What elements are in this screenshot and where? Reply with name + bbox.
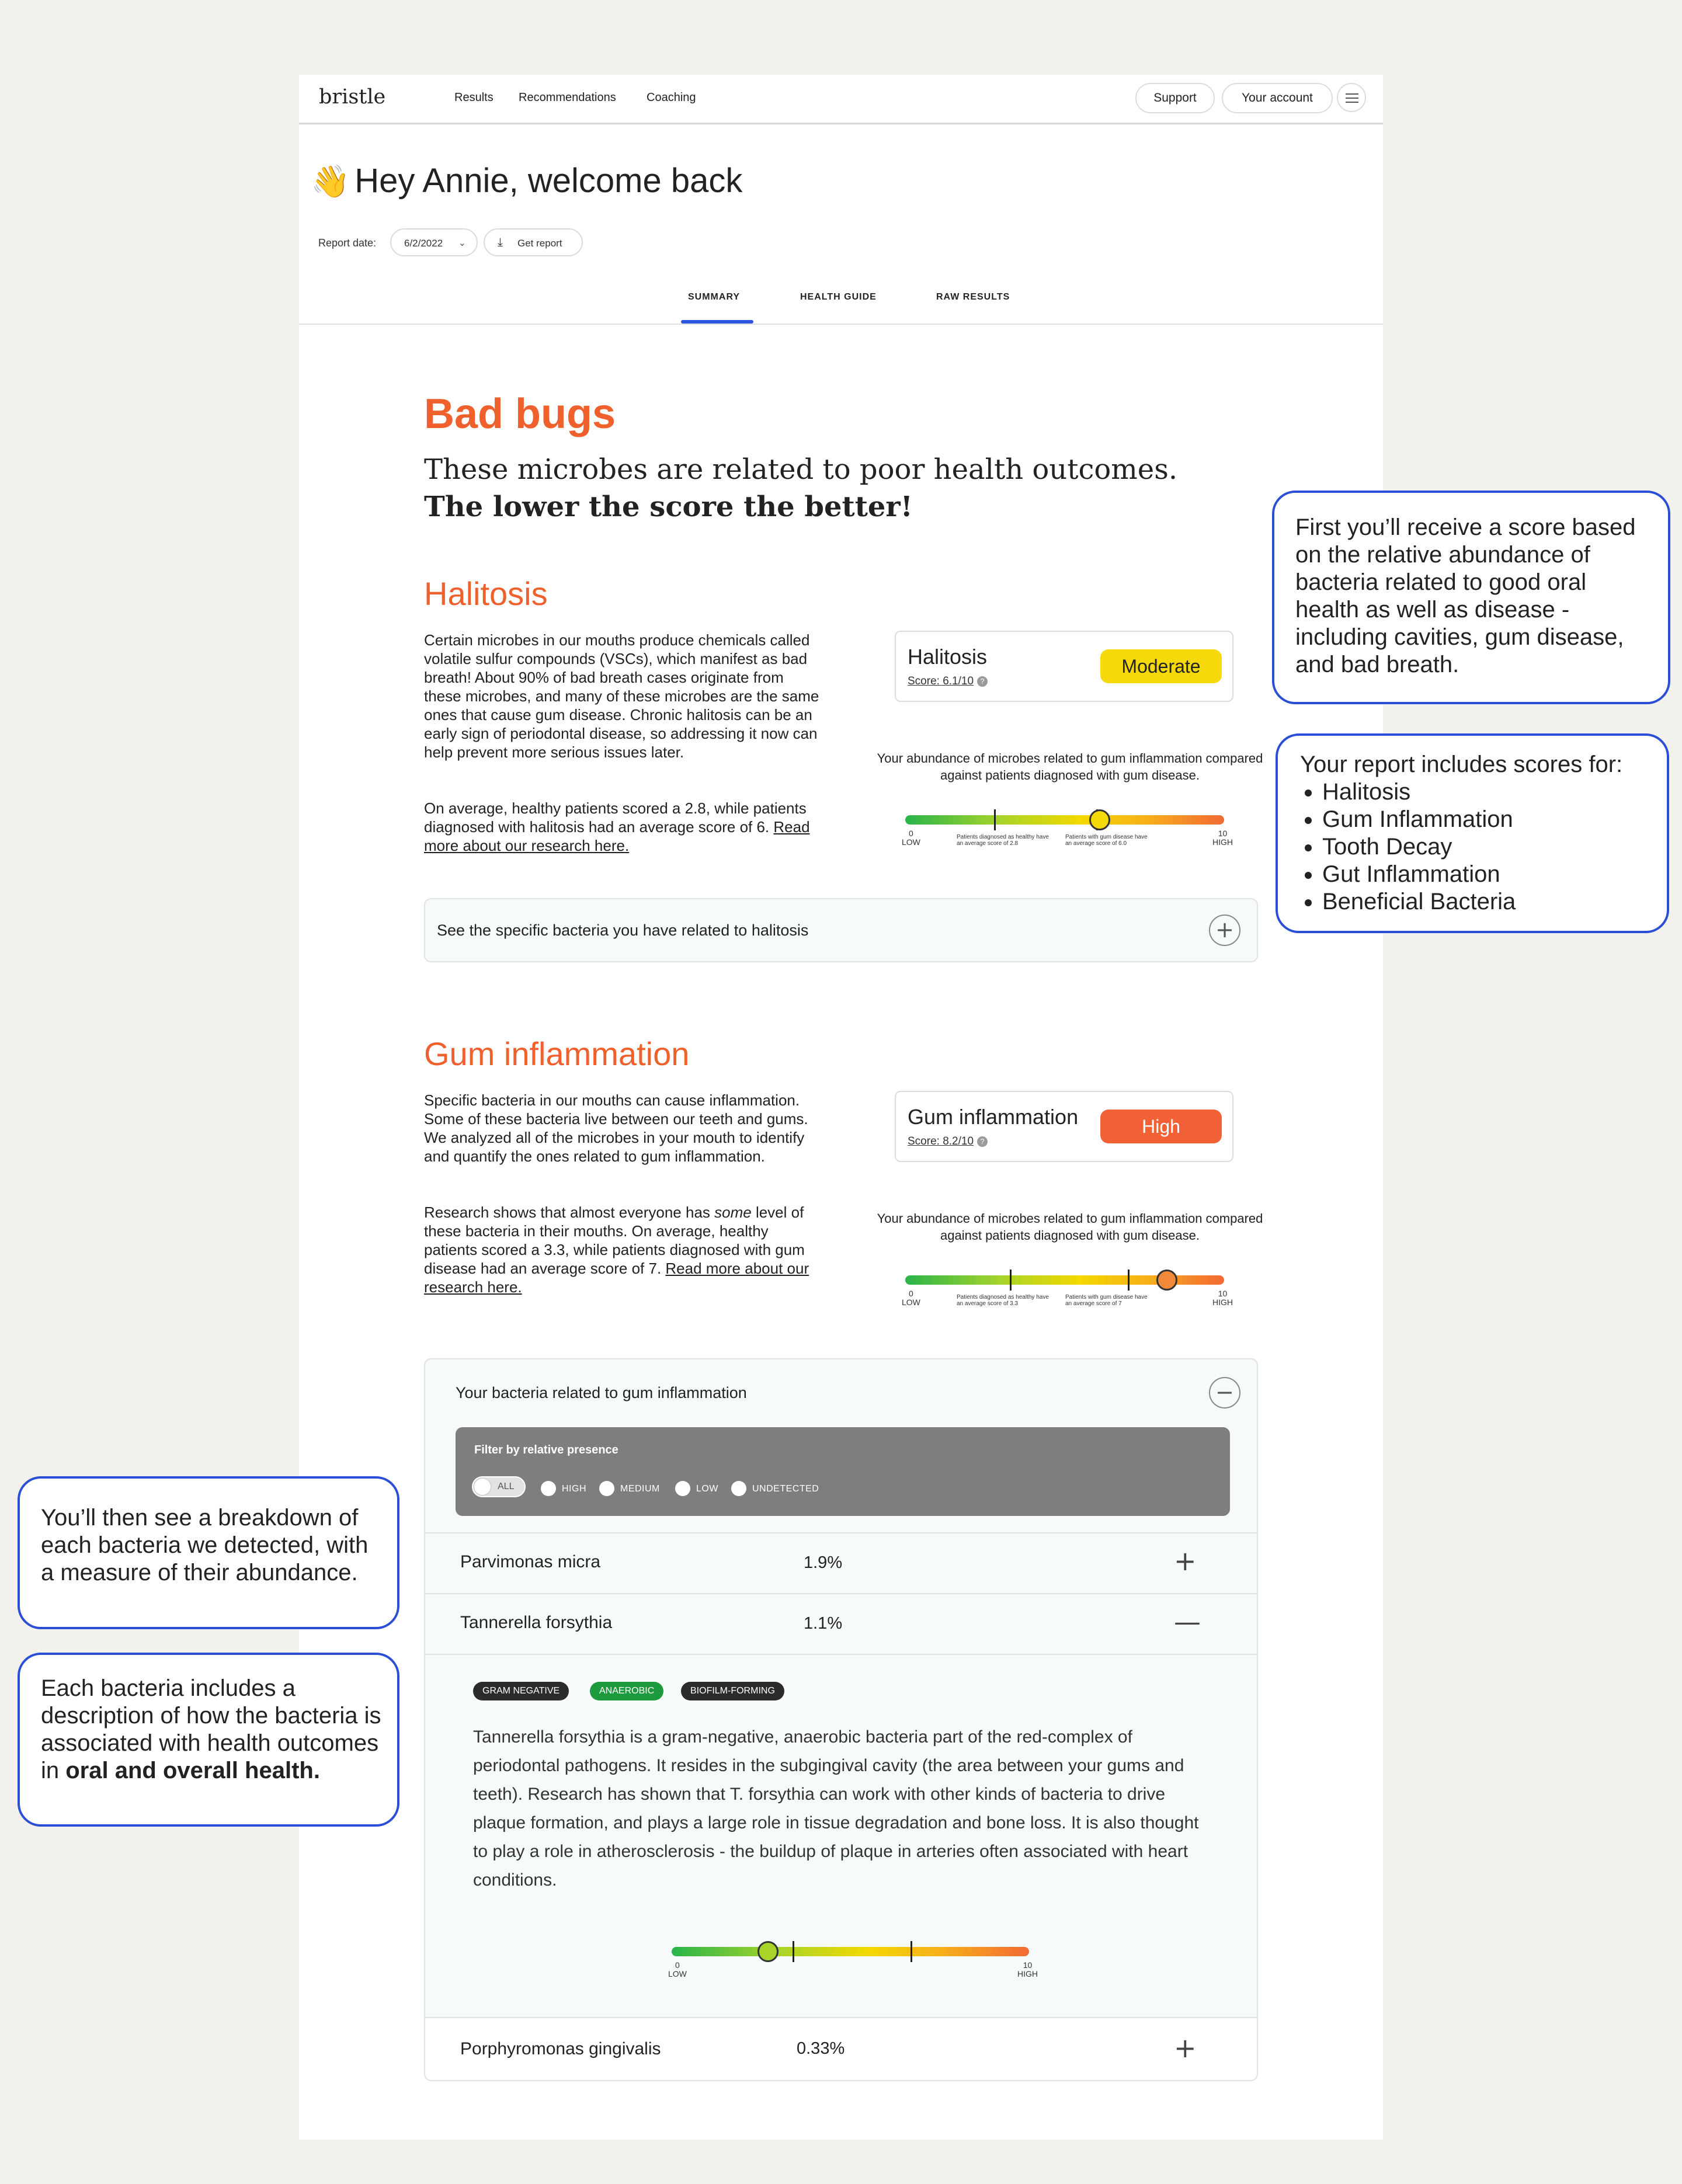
meter-disease-note: Patients with gum disease have an average score of 7 [1065,1294,1148,1307]
callout-score-explainer: First you’ll receive a score based on the relative abundance of bacteria related to good oral health as well as disease - including cavities, gum disease, and bad breath. [1272,491,1670,704]
help-icon: ? [977,676,988,687]
disease-average-marker [1128,1270,1130,1291]
filter-low-radio[interactable]: LOW [675,1481,718,1496]
meter-low-label: 0 LOW [668,1960,687,1978]
halitosis-research-note: On average, healthy patients scored a 2.8, while patients diagnosed with halitosis had an average score of 6. Read more about our research here. [424,799,810,854]
tag-gram-negative: GRAM NEGATIVE [473,1682,569,1700]
expand-plus-icon[interactable]: + [1209,914,1240,946]
filter-all-toggle[interactable]: ALL [472,1476,526,1497]
tab-summary[interactable]: SUMMARY [688,292,741,302]
logo[interactable]: bristle [319,85,386,109]
your-score-marker [1156,1270,1177,1291]
bacteria-description: Tannerella forsythia is a gram-negative, anaerobic bacteria part of the red-complex of periodontal pathogens. It resides in the subgingival cavity (the area between your gums and teeth). Research has shown that T. forsythia can work with other kinds of bacteria to drive plaque formation, and plays a large role in tissue degradation and bone loss. It is also thought to play a role in atherosclerosis - the buildup of plaque in arteries often associated with heart conditions. [473,1727,1199,1890]
filter-high-radio[interactable]: HIGH [541,1481,586,1496]
callout-bacteria-description: Each bacteria includes a description of how the bacteria is associated with health outcomes in oral and overall health. [18,1653,399,1827]
healthy-average-marker [994,809,996,830]
table-row[interactable]: Tannerella forsythia 1.1% — [425,1593,1257,1655]
collapse-minus-icon[interactable]: — [1174,1606,1201,1637]
tab-raw-results[interactable]: RAW RESULTS [936,292,1010,302]
section-title: Bad bugs [424,391,616,437]
halitosis-bacteria-accordion[interactable] [424,898,1258,962]
gum-inflammation-research-note: Research shows that almost everyone has some level of these bacteria in their mouths. On average, healthy patients scored a 3.3, while patients diagnosed with gum disease had an average score of 7. Read more about our research here. [424,1204,809,1296]
meter-low-label: 0 LOW [902,1289,920,1307]
report-date-select[interactable]: 6/2/2022 ⌄ [390,228,478,256]
collapse-minus-icon[interactable]: − [1209,1377,1240,1409]
halitosis-research-link[interactable]: Read more about our research here. [424,818,810,854]
meter-high-label: 10 HIGH [1212,829,1233,847]
tag-biofilm-forming: BIOFILM-FORMING [681,1682,784,1700]
tab-divider [299,324,1383,325]
report-date-label: Report date: [318,237,377,249]
healthy-average-marker [1010,1270,1012,1291]
meter-healthy-note: Patients diagnosed as healthy have an average score of 3.3 [957,1294,1049,1307]
gum-inflammation-score-card: Gum inflammation Score: 8.2/10 ? High [895,1091,1233,1162]
filter-medium-radio[interactable]: MEDIUM [599,1481,660,1496]
halitosis-title: Halitosis [424,575,548,612]
tab-health-guide[interactable]: HEALTH GUIDE [800,292,877,302]
gum-inflammation-description: Specific bacteria in our mouths can cause inflammation. Some of these bacteria live between our teeth and gums. We analyzed all of the microbes in your mouth to identify and quantify the ones related to gum inflammation. [424,1091,808,1165]
meter-gradient-bar [672,1947,1029,1956]
filter-undetected-radio[interactable]: UNDETECTED [731,1481,819,1496]
halitosis-status-badge: Moderate [1100,649,1222,683]
gum-meter-caption: Your abundance of microbes related to gum inflammation compared against patients diagnosed with gum disease. [877,1211,1263,1243]
accordion-title: Your bacteria related to gum inflammation [456,1384,747,1401]
callout-bacteria-breakdown: You’ll then see a breakdown of each bacteria we detected, with a measure of their abundance. [18,1476,399,1629]
nav-coaching[interactable]: Coaching [647,91,696,104]
table-row[interactable]: Parvimonas micra 1.9% + [425,1532,1257,1594]
support-button[interactable]: Support [1135,83,1215,113]
expand-plus-icon[interactable]: + [1174,1545,1197,1577]
page-title: 👋 Hey Annie, welcome back [311,162,743,200]
download-icon: ⤓ [498,236,503,249]
gum-inflammation-score-meter [902,1275,1233,1322]
top-nav-bar [299,75,1383,124]
healthy-average-marker [793,1941,794,1962]
relative-presence-filter [456,1427,1230,1516]
your-score-marker [1089,809,1110,830]
meter-high-label: 10 HIGH [1212,1289,1233,1307]
get-report-button[interactable]: ⤓ Get report [484,228,583,256]
gum-status-badge: High [1100,1110,1222,1143]
halitosis-meter-caption: Your abundance of microbes related to gum inflammation compared against patients diagnosed with gum disease. [877,751,1263,783]
meter-gradient-bar [905,815,1224,825]
tag-anaerobic: ANAEROBIC [590,1682,663,1700]
halitosis-score-meter [902,815,1233,862]
meter-low-label: 0 LOW [902,829,920,847]
bacteria-abundance-meter [668,1947,1038,1988]
expand-plus-icon[interactable]: + [1174,2032,1197,2064]
halitosis-description: Certain microbes in our mouths produce chemicals called volatile sulfur compounds (VSCs), which manifest as bad breath! About 90% of bad breath cases originate from these microbes, and many of these microbes are the same ones that cause gum disease. Chronic halitosis can be an early sign of periodontal disease, so addressing it now can help prevent more serious issues later. [424,631,819,761]
halitosis-score-card: Halitosis Score: 6.1/10 ? Moderate [895,631,1233,702]
help-icon: ? [977,1136,988,1147]
gum-inflammation-title: Gum inflammation [424,1035,690,1072]
section-subtitle: These microbes are related to poor health outcomes. The lower the score the better! [424,453,1178,523]
your-account-button[interactable]: Your account [1222,83,1333,113]
nav-recommendations[interactable]: Recommendations [519,91,616,104]
meter-disease-note: Patients with gum disease have an average score of 6.0 [1065,834,1148,847]
your-score-marker [757,1941,779,1962]
wave-icon: 👋 [311,164,350,199]
gum-score-link[interactable]: Score: 8.2/10 ? [908,1135,988,1148]
halitosis-score-link[interactable]: Score: 6.1/10 ? [908,675,988,688]
accordion-title: See the specific bacteria you have related to halitosis [437,921,809,939]
nav-results[interactable]: Results [454,91,494,104]
meter-healthy-note: Patients diagnosed as healthy have an average score of 2.8 [957,834,1049,847]
gum-research-link[interactable]: Read more about our research here. [424,1260,809,1296]
hamburger-menu-icon[interactable] [1337,83,1366,112]
meter-high-label: 10 HIGH [1017,1960,1038,1978]
disease-average-marker [910,1941,912,1962]
filter-title: Filter by relative presence [474,1444,618,1456]
chevron-down-icon: ⌄ [458,238,466,248]
callout-report-scores: Your report includes scores for: • Halitosis • Gum Inflammation • Tooth Decay • Gut Inflammation • Beneficial Bacteria [1276,733,1669,933]
table-row[interactable]: Porphyromonas gingivalis 0.33% + [425,2017,1257,2080]
